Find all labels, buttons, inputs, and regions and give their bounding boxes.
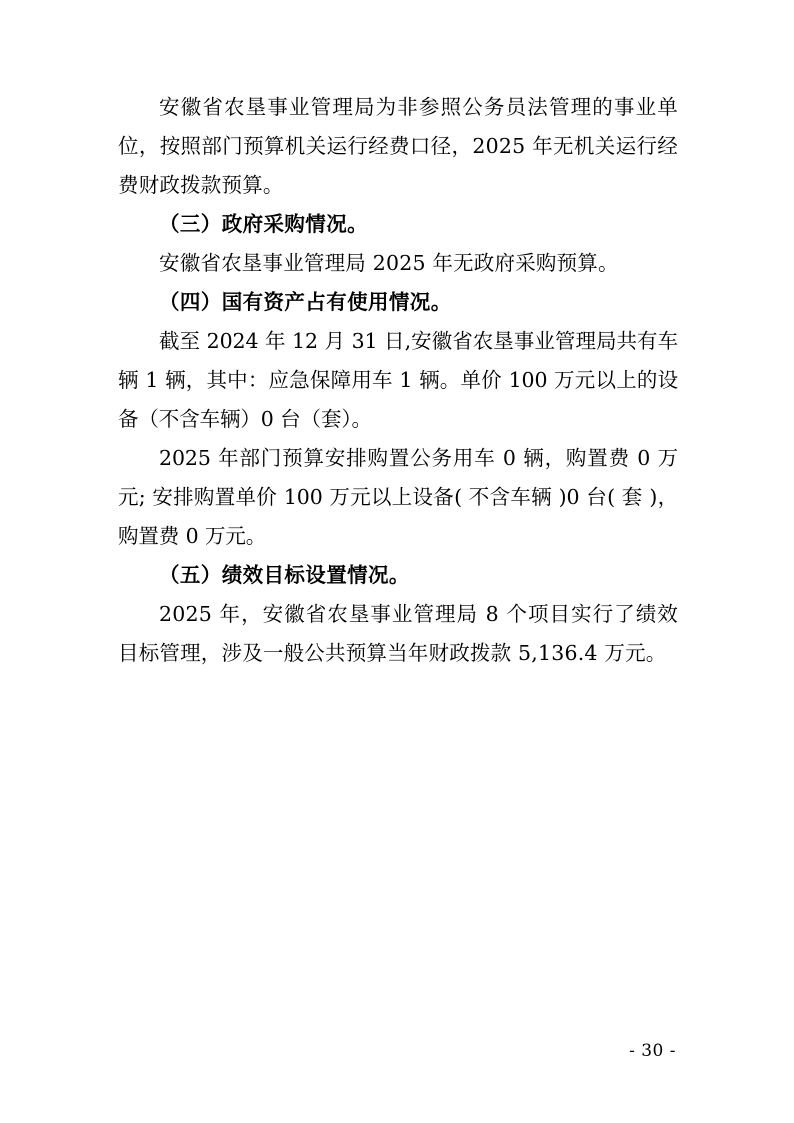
heading-government-procurement: （三）政府采购情况。 bbox=[159, 212, 368, 236]
heading-performance-targets: （五）绩效目标设置情况。 bbox=[159, 563, 410, 587]
paragraph-performance-targets: 2025 年，安徽省农垦事业管理局 8 个项目实行了绩效目标管理，涉及一般公共预算当年财政拨款 5,136.4 万元。 bbox=[118, 602, 678, 665]
paragraph-vehicle-purchase: 2025 年部门预算安排购置公务用车 0 辆，购置费 0 万元; 安排购置单价 100 万元以上设备( 不含车辆 )0 台( 套 )，购置费 0 万元。 bbox=[118, 446, 678, 548]
paragraph-government-procurement: 安徽省农垦事业管理局 2025 年无政府采购预算。 bbox=[159, 251, 619, 275]
heading-state-owned-assets: （四）国有资产占有使用情况。 bbox=[159, 290, 452, 314]
paragraph-state-owned-assets: 截至 2024 年 12 月 31 日,安徽省农垦事业管理局共有车辆 1 辆，其中：应急保障用车 1 辆。单价 100 万元以上的设备（不含车辆）0 台（套）。 bbox=[118, 329, 678, 431]
page-number: - 30 - bbox=[629, 1041, 676, 1061]
document-body bbox=[118, 88, 678, 673]
paragraph-operating-expenses: 安徽省农垦事业管理局为非参照公务员法管理的事业单位，按照部门预算机关运行经费口径，2025 年无机关运行经费财政拨款预算。 bbox=[118, 95, 678, 197]
